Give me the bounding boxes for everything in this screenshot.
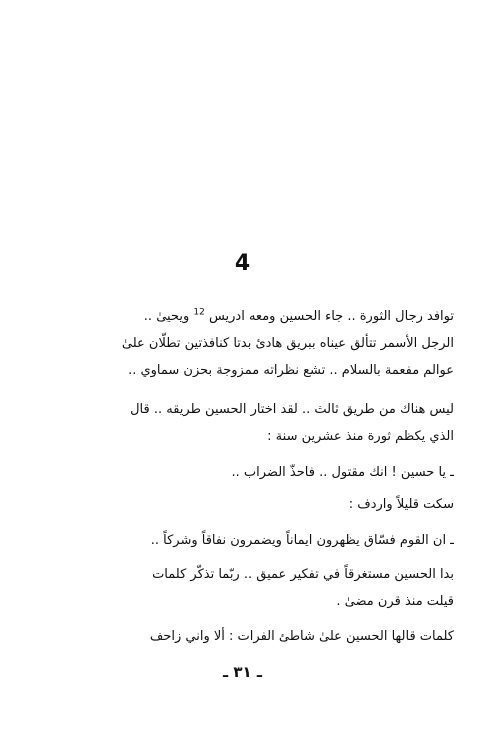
text-line: ليس هناك من طريق ثالث .. لقد اختار الحسين طريقه .. قال — [130, 402, 454, 417]
text-line: الذي يكظم ثورة منذ عشرين سنة : — [267, 429, 454, 444]
text-line: كلمات قالها الحسين علىٰ شاطئ الفرات : ألا واني زاحف — [149, 629, 454, 644]
text-line: قيلت منذ قرن مضىٰ . — [336, 594, 454, 609]
paragraph-4 — [34, 491, 454, 518]
text-segment: ويحيىٰ .. — [143, 309, 194, 324]
text-line — [34, 303, 454, 330]
paragraph-3 — [34, 459, 454, 486]
text-line: ـ ان القوم فسّاق يظهرون ايماناً ويضمرون نفاقاً وشركاً .. — [150, 533, 454, 548]
text-line: ـ يا حسين ! انك مقتول .. فاحذّ الضراب .. — [231, 465, 454, 480]
footnote-marker: 12 — [193, 307, 205, 318]
text-line: الرجل الأسمر تتألق عيناه ببريق هادئ بدتا كنافذتين تطلّان علىٰ — [121, 336, 454, 351]
paragraph-6 — [34, 561, 454, 615]
text-line: بدا الحسين مستغرقاً في تفكير عميق .. ربّما تذكّر كلمات — [152, 567, 454, 582]
page-number: ـ ٣١ ـ — [222, 663, 263, 681]
text-line: عوالم مفعمة بالسلام .. تشع نظراته ممزوجة بحزن سماوي .. — [128, 363, 454, 378]
paragraph-7 — [34, 623, 454, 650]
chapter-number: 4 — [234, 251, 251, 276]
paragraph-2 — [34, 396, 454, 450]
paragraph-1 — [34, 303, 454, 384]
paragraph-5 — [34, 527, 454, 554]
text-segment: توافد رجال الثورة .. جاء الحسين ومعه ادريس — [204, 309, 454, 324]
text-line: سكت قليلاً واردف : — [348, 497, 454, 512]
